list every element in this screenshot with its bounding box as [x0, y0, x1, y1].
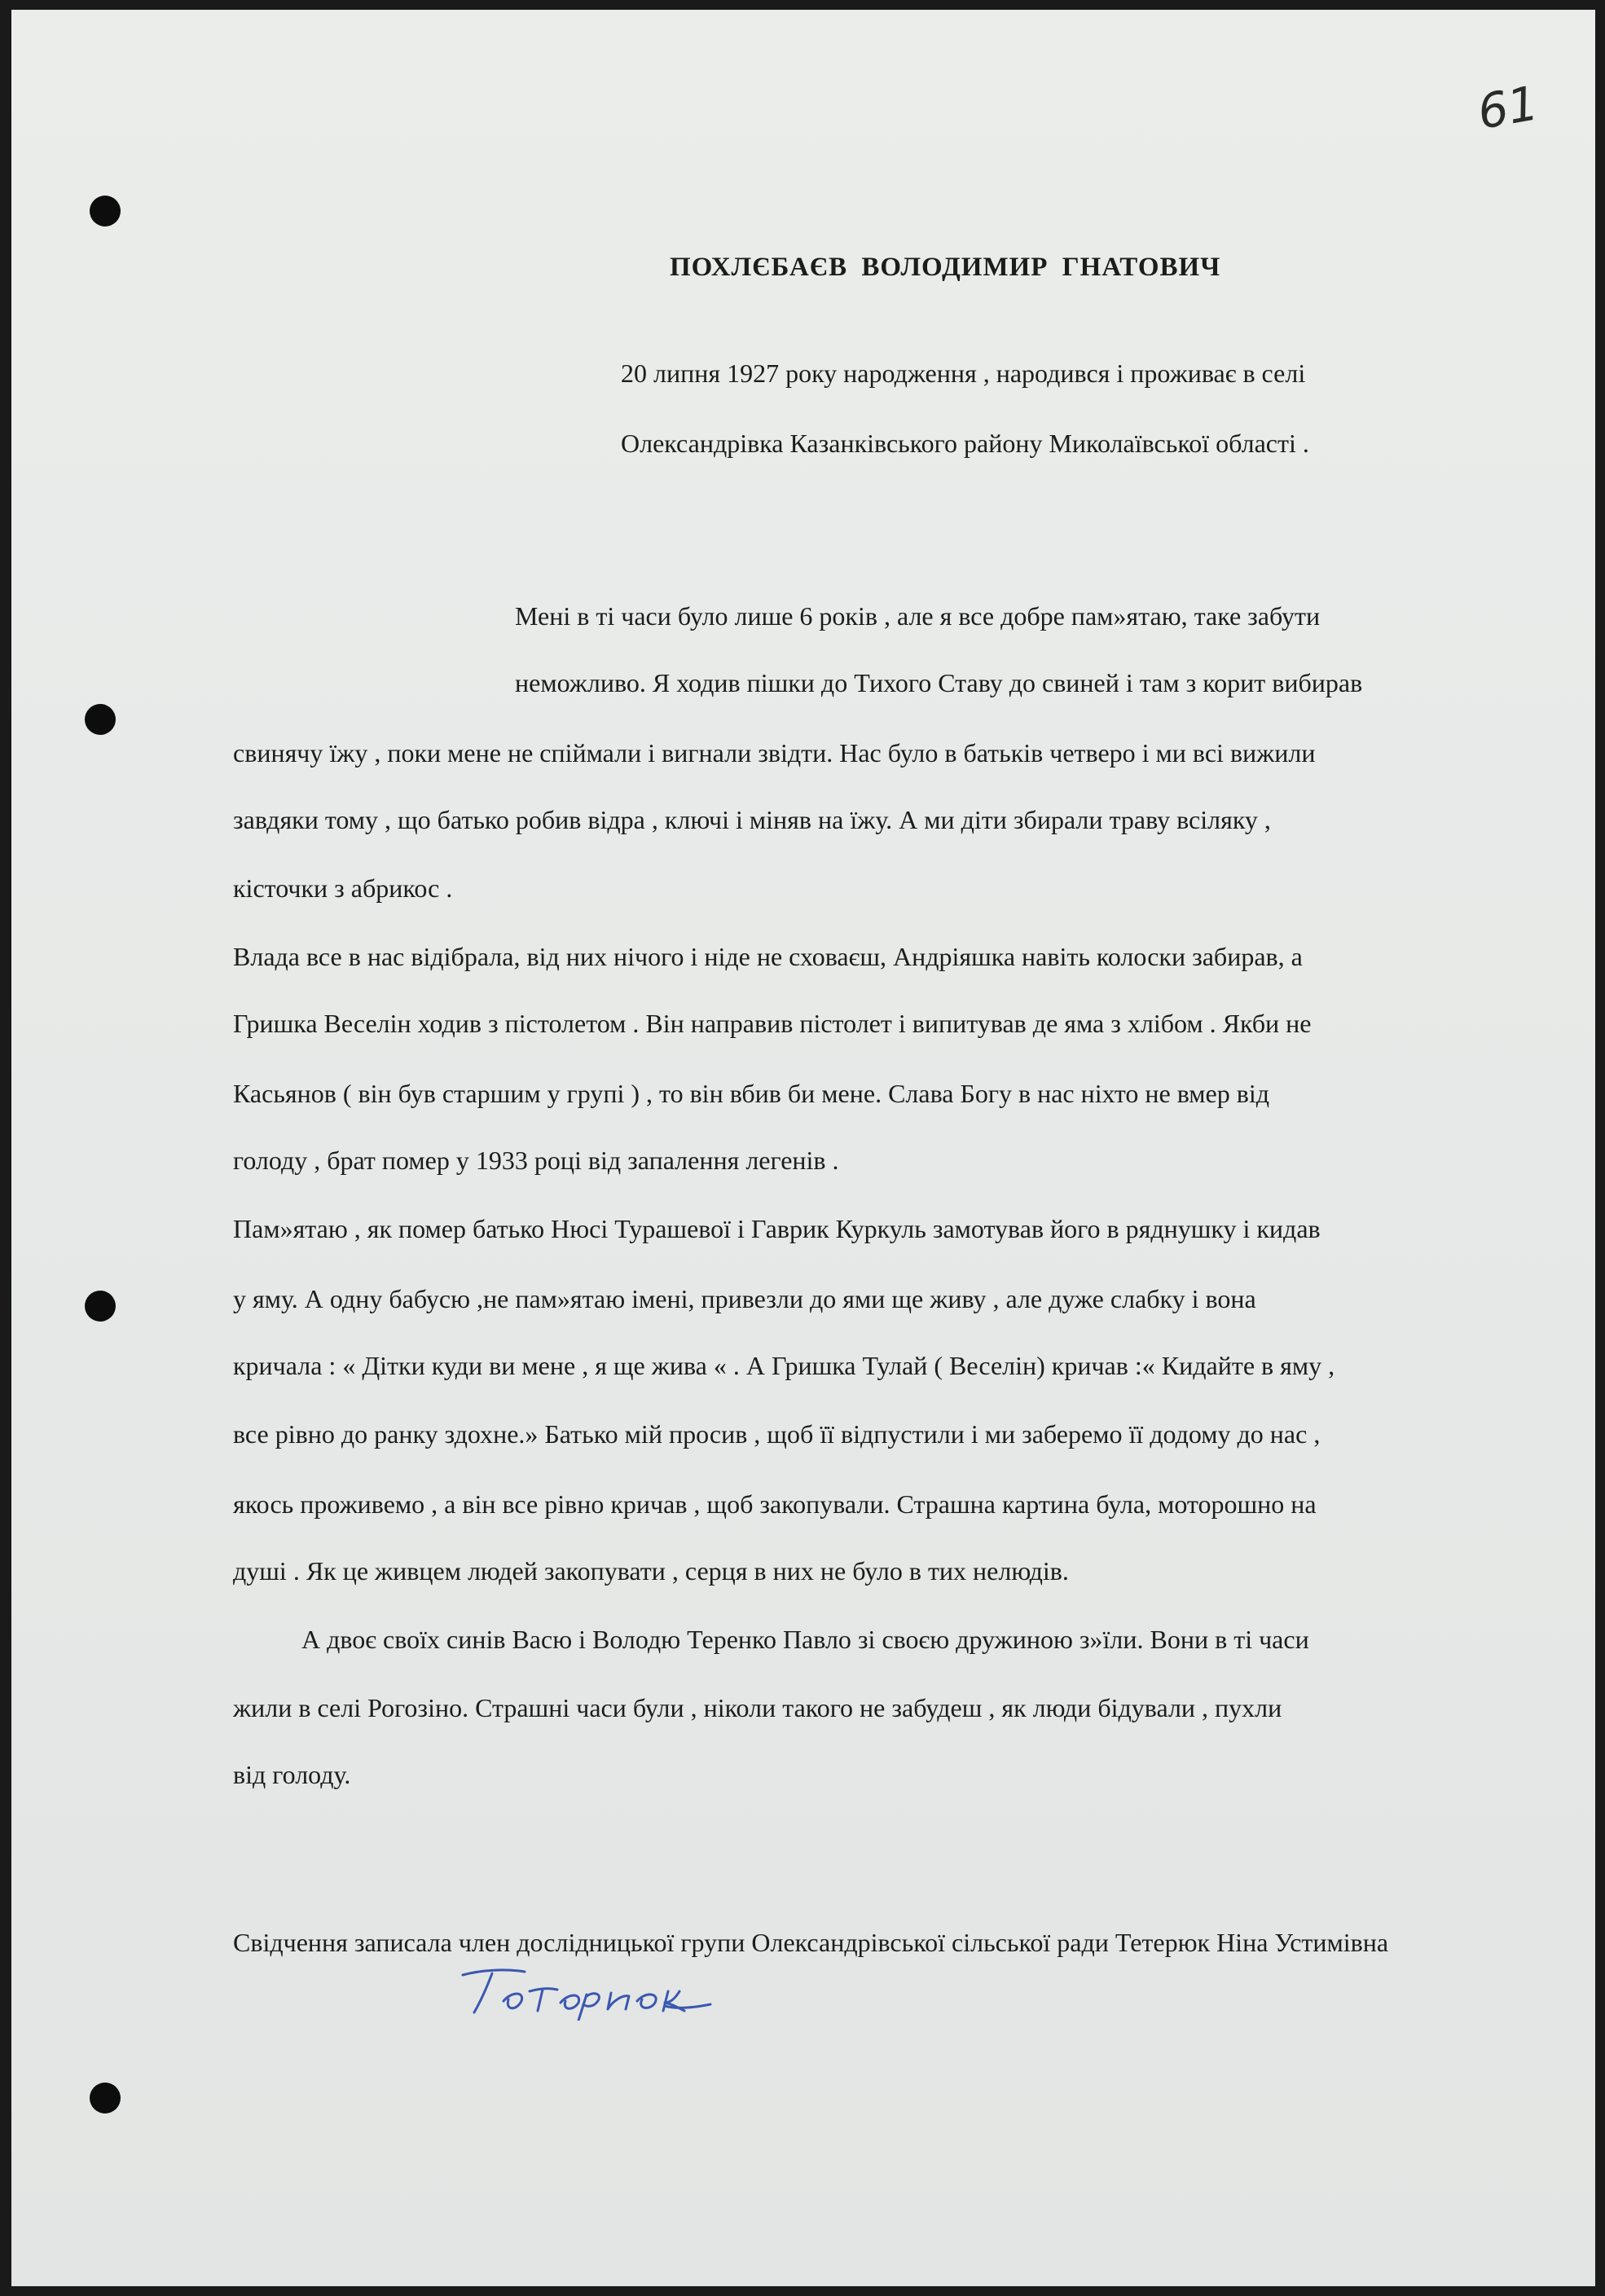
body-line: неможливо. Я ходив пішки до Тихого Ставу до свиней і там з корит вибирав — [515, 668, 1363, 697]
intro-line: Олександрівка Казанківського району Миколаївської області . — [621, 429, 1309, 458]
testimony-note: Свідчення записала член дослідницької групи Олександрівської сільської ради Тетерюк Ніна Устимівна — [233, 1928, 1389, 1957]
body-line: кісточки з абрикос . — [233, 873, 453, 903]
document-title: ПОХЛЄБАЄВ ВОЛОДИМИР ГНАТОВИЧ — [670, 253, 1221, 282]
body-line: завдяки тому , що батько робив відра , ключі і міняв на їжу. А ми діти збирали траву всіляку , — [233, 805, 1271, 834]
punch-hole — [85, 704, 116, 735]
body-line: А двоє своїх синів Васю і Володю Теренко Павло зі своєю дружиною з»їли. Вони в ті часи — [301, 1625, 1309, 1654]
body-line: жили в селі Рогозіно. Страшні часи були , ніколи такого не забудеш , як люди бідували , пухли — [233, 1693, 1282, 1722]
body-line: Влада все в нас відібрала, від них нічого і ніде не сховаєш, Андріяшка навіть колоски забирав, а — [233, 942, 1303, 971]
body-line: Гришка Веселін ходив з пістолетом . Він направив пістолет і випитував де яма з хлібом . Якби не — [233, 1009, 1312, 1038]
punch-hole — [85, 1291, 116, 1322]
body-line: Пам»ятаю , як помер батько Нюсі Турашевої і Гаврик Куркуль замотував його в ряднушку і кидав — [233, 1214, 1321, 1243]
handwritten-signature — [456, 1964, 717, 2021]
body-line: якось проживемо , а він все рівно кричав , щоб закопували. Страшна картина була, моторошно на — [233, 1489, 1317, 1519]
body-line: у яму. А одну бабусю ,не пам»ятаю імені, привезли до ями ще живу , але дуже слабку і вона — [233, 1284, 1256, 1313]
body-line: душі . Як це живцем людей закопувати , серця в них не було в тих нелюдів. — [233, 1556, 1069, 1586]
punch-hole — [90, 2083, 121, 2113]
body-line: Касьянов ( він був старшим у групі ) , то він вбив би мене. Слава Богу в нас ніхто не вмер від — [233, 1079, 1270, 1108]
punch-hole — [90, 196, 121, 227]
body-line: голоду , брат помер у 1933 році від запалення легенів . — [233, 1146, 839, 1175]
body-line: свинячу їжу , поки мене не спіймали і вигнали звідти. Нас було в батьків четверо і ми всі вижили — [233, 738, 1316, 768]
intro-line: 20 липня 1927 року народження , народився і проживає в селі — [621, 358, 1306, 388]
paper-sheet — [11, 10, 1595, 2286]
body-line: кричала : « Дітки куди ви мене , я ще жива « . А Гришка Тулай ( Веселін) кричав :« Кидайте в яму , — [233, 1351, 1335, 1380]
body-line: все рівно до ранку здохне.» Батько мій просив , щоб її відпустили і ми заберемо її додому до нас , — [233, 1419, 1321, 1449]
body-line: від голоду. — [233, 1760, 351, 1789]
body-line: Мені в ті часи було лише 6 років , але я все добре пам»ятаю, таке забути — [515, 601, 1321, 631]
page-number: 61 — [1473, 75, 1543, 140]
